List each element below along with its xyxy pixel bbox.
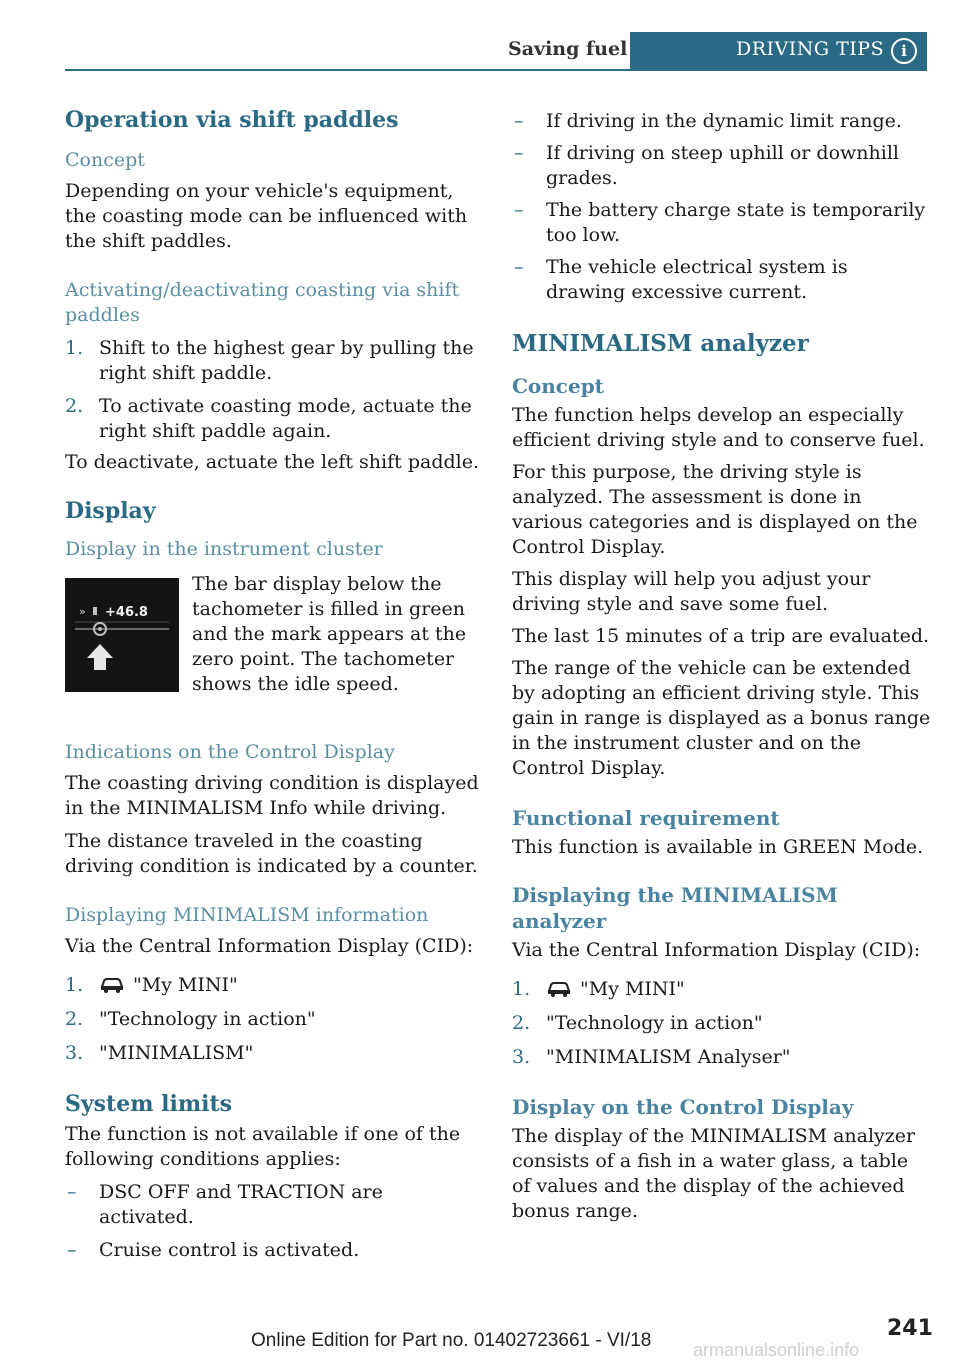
heading-displaying-info: Displaying MINIMALISM information bbox=[65, 904, 429, 926]
heading-activating: Activating/deactivating coasting via shift paddles bbox=[65, 279, 460, 326]
step-number: 1. bbox=[65, 974, 84, 996]
step-text: "Technology in action" bbox=[99, 1008, 316, 1030]
step-text: Shift to the highest gear by pulling the right shift paddle. bbox=[99, 337, 474, 384]
list-item bbox=[512, 977, 932, 1002]
list-item: – The battery charge state is temporarily too low. bbox=[514, 199, 926, 246]
activating-steps bbox=[65, 336, 480, 444]
list-item bbox=[65, 1007, 480, 1032]
concept-text-3: This display will help you adjust your driving style and save some fuel. bbox=[512, 568, 871, 615]
displaying-steps bbox=[512, 977, 932, 1070]
step-text: "MINIMALISM" bbox=[99, 1042, 254, 1064]
displaying-info-intro: Via the Central Information Display (CID): bbox=[65, 935, 474, 957]
system-limits-list bbox=[65, 1180, 480, 1263]
limit-text: The vehicle electrical system is drawing excessive current. bbox=[546, 256, 848, 303]
system-limits-intro: The function is not available if one of the following conditions applies: bbox=[65, 1123, 461, 1170]
limits-continued-list bbox=[512, 109, 932, 305]
step-number: 3. bbox=[65, 1042, 84, 1064]
step-number: 1. bbox=[512, 978, 531, 1000]
list-item bbox=[65, 394, 480, 444]
functional-text: This function is available in GREEN Mode. bbox=[512, 836, 924, 858]
page-number: 241 bbox=[887, 1316, 933, 1341]
concept-text-2: For this purpose, the driving style is analyzed. The assessment is done in various categories and is displayed on the Control Display. bbox=[512, 461, 918, 558]
right-column bbox=[512, 100, 932, 1224]
section-title: Saving fuel bbox=[508, 38, 628, 60]
heading-indications: Indications on the Control Display bbox=[65, 741, 395, 763]
step-number: 2. bbox=[512, 1012, 531, 1034]
list-item bbox=[65, 1041, 480, 1066]
cluster-text: The bar display below the tachometer is filled in green and the mark appears at the zero point. The tachometer shows the idle speed. bbox=[192, 573, 467, 695]
list-item: – Cruise control is activated. bbox=[67, 1239, 360, 1261]
car-icon bbox=[546, 981, 572, 997]
instrument-cluster-image bbox=[65, 578, 179, 692]
concept-text-5: The range of the vehicle can be extended by adopting an efficient driving style. This gain in range is displayed as a bonus range in the instrument cluster and on the Control Display. bbox=[512, 657, 931, 779]
limit-text: If driving in the dynamic limit range. bbox=[546, 110, 902, 132]
displaying-intro: Via the Central Information Display (CID): bbox=[512, 939, 921, 961]
battery-icon bbox=[93, 607, 97, 615]
car-icon bbox=[99, 977, 125, 993]
indications-text-2: The distance traveled in the coasting driving condition is indicated by a counter. bbox=[65, 830, 478, 877]
heading-cluster: Display in the instrument cluster bbox=[65, 538, 383, 560]
chevron-icon: » bbox=[79, 605, 86, 618]
step-text: "My MINI" bbox=[133, 974, 238, 996]
cluster-graphic bbox=[65, 578, 179, 692]
heading-functional: Functional requirement bbox=[512, 806, 780, 830]
deactivate-text: To deactivate, actuate the left shift paddle. bbox=[65, 451, 480, 473]
left-column bbox=[65, 100, 480, 1263]
list-item bbox=[512, 1011, 932, 1036]
list-item bbox=[512, 1045, 932, 1070]
concept-text: Depending on your vehicle's equipment, the coasting mode can be influenced with the shift paddles. bbox=[65, 180, 468, 252]
chapter-tab bbox=[630, 32, 927, 70]
list-item: – If driving in the dynamic limit range. bbox=[514, 110, 902, 132]
step-text: To activate coasting mode, actuate the right shift paddle again. bbox=[99, 395, 472, 442]
step-text: "Technology in action" bbox=[546, 1012, 763, 1034]
list-item: – If driving on steep uphill or downhill grades. bbox=[514, 142, 899, 189]
heading-display: Display bbox=[65, 498, 156, 524]
step-number: 2. bbox=[65, 395, 84, 417]
step-number: 3. bbox=[512, 1046, 531, 1068]
limit-text: The battery charge state is temporarily too low. bbox=[546, 199, 926, 246]
limit-text: If driving on steep uphill or downhill grades. bbox=[546, 142, 899, 189]
list-item: – The vehicle electrical system is drawing excessive current. bbox=[514, 256, 848, 303]
cluster-block bbox=[65, 572, 480, 722]
chapter-title: DRIVING TIPS bbox=[736, 38, 885, 60]
display-control-text: The display of the MINIMALISM analyzer consists of a fish in a water glass, a table of values and the display of the achieved bonus range. bbox=[512, 1125, 916, 1222]
concept-text-4: The last 15 minutes of a trip are evaluated. bbox=[512, 625, 930, 647]
upshift-arrow-icon bbox=[87, 644, 113, 670]
concept-text-1: The function helps develop an especially efficient driving style and to conserve fuel. bbox=[512, 404, 925, 451]
step-number: 2. bbox=[65, 1008, 84, 1030]
info-icon: i bbox=[891, 38, 917, 64]
heading-system-limits: System limits bbox=[65, 1091, 233, 1117]
list-item bbox=[65, 973, 480, 998]
heading-analyzer: MINIMALISM analyzer bbox=[512, 330, 809, 357]
list-item: – DSC OFF and TRACTION are activated. bbox=[67, 1181, 383, 1228]
edition-text: Online Edition for Part no. 01402723661 - VI/18 bbox=[251, 1330, 652, 1351]
heading-display-control: Display on the Control Display bbox=[512, 1095, 854, 1119]
limit-text: Cruise control is activated. bbox=[99, 1239, 360, 1261]
cluster-value: +46.8 bbox=[105, 605, 148, 620]
displaying-info-steps bbox=[65, 973, 480, 1066]
limit-text: DSC OFF and TRACTION are activated. bbox=[99, 1181, 383, 1228]
header-rule bbox=[65, 69, 927, 71]
watermark: armanualsonline.info bbox=[693, 1340, 860, 1360]
heading-concept: Concept bbox=[65, 149, 145, 171]
heading-displaying-analyzer: Displaying the MINIMALISM analyzer bbox=[512, 883, 838, 933]
step-text: "MINIMALISM Analyser" bbox=[546, 1046, 791, 1068]
indications-text-1: The coasting driving condition is displayed in the MINIMALISM Info while driving. bbox=[65, 772, 479, 819]
heading-concept-right: Concept bbox=[512, 374, 604, 398]
step-text: "My MINI" bbox=[580, 978, 685, 1000]
heading-shift-paddles: Operation via shift paddles bbox=[65, 107, 399, 133]
list-item bbox=[65, 336, 480, 386]
step-number: 1. bbox=[65, 337, 84, 359]
